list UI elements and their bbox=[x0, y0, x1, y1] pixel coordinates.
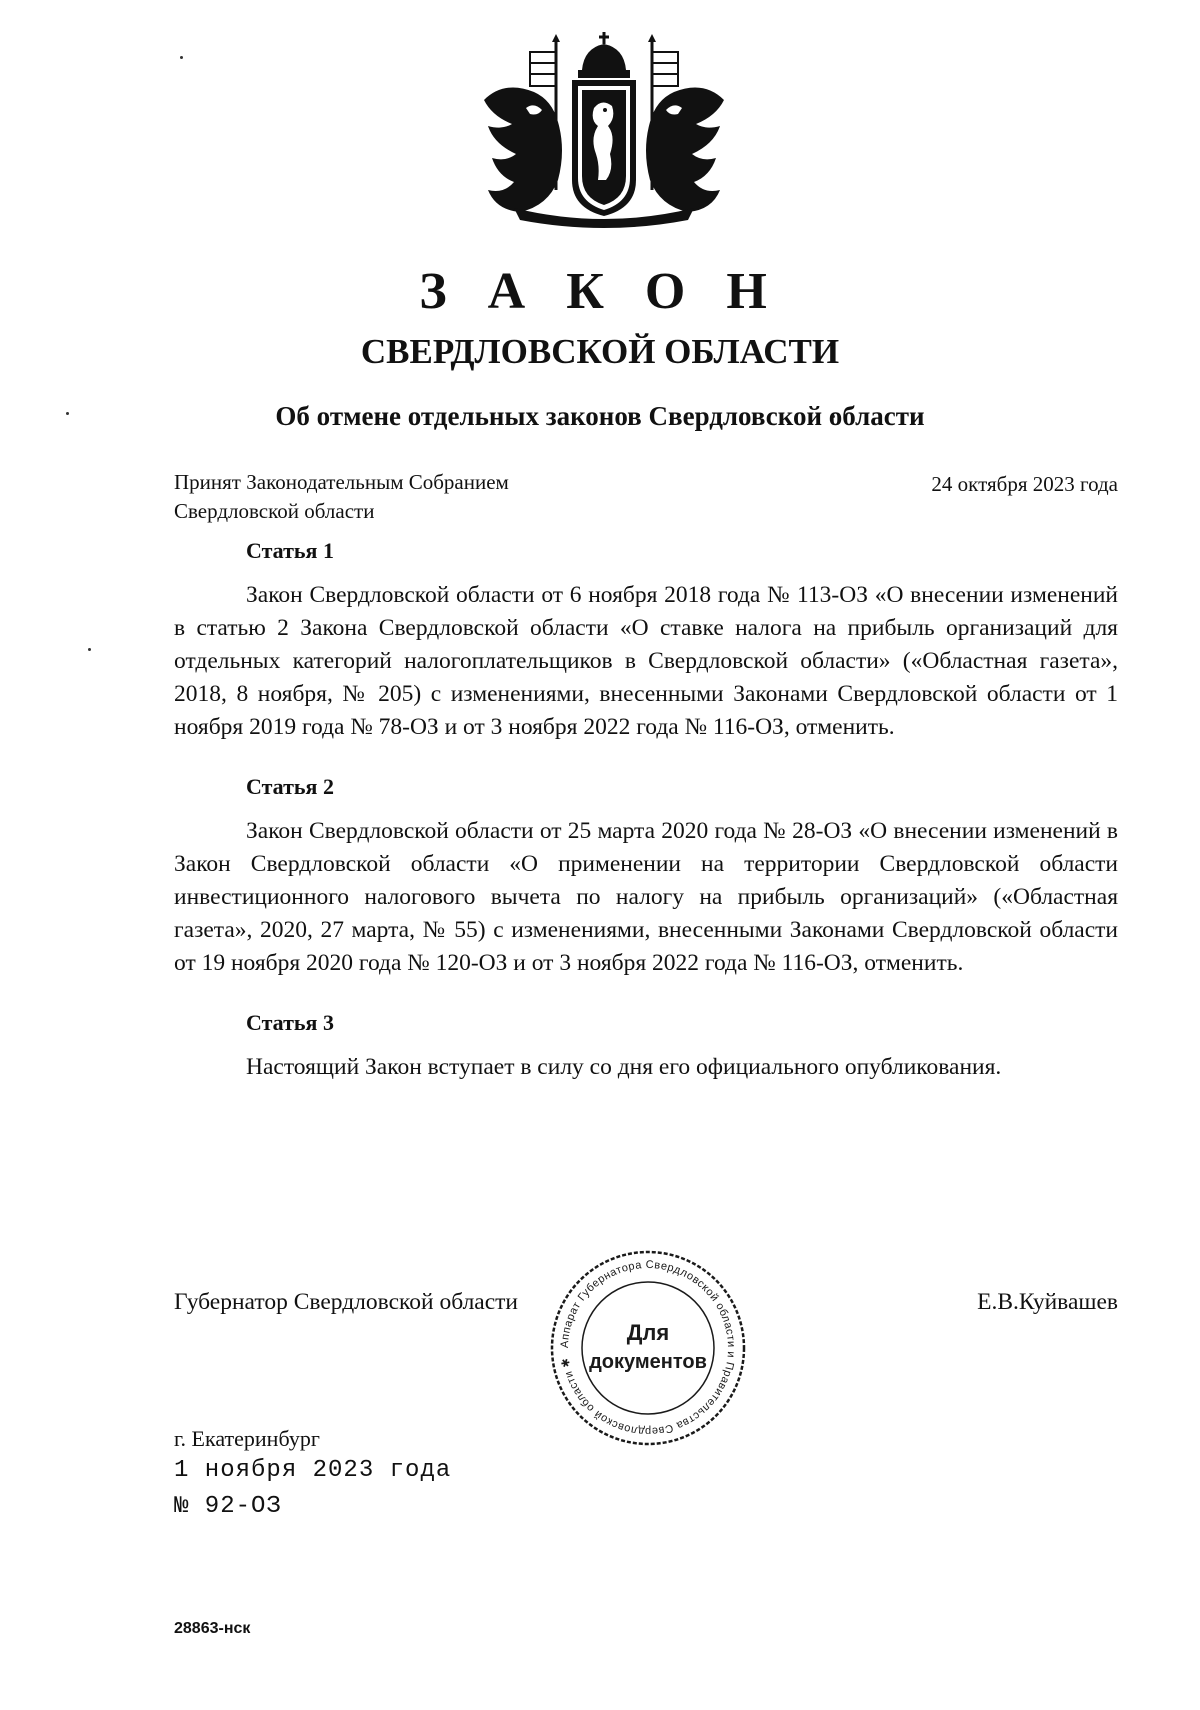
adoption-date: 24 октября 2023 года bbox=[931, 472, 1118, 496]
article-heading: Статья 2 bbox=[246, 774, 334, 799]
reference-code: 28863-нск bbox=[174, 1620, 251, 1637]
article-2 bbox=[174, 772, 1118, 980]
adoption-line-1: Принят Законодательным Собранием bbox=[174, 470, 509, 494]
article-heading: Статья 1 bbox=[246, 538, 334, 563]
article-text: Настоящий Закон вступает в силу со дня его официального опубликования. bbox=[246, 1054, 1002, 1080]
stamp-center-line-2: документов bbox=[589, 1351, 707, 1373]
article-text: Закон Свердловской области от 25 марта 2020 года № 28-ОЗ «О внесении изменений в Закон Свердловской области «О применении на территории Свердловской области инвестиционного налогового вычета по налогу на прибыль организаций» («Областная газета», 2020, 27 марта, № 55) с изменениями, внесенными Законами Свердловской области от 19 ноября 2020 года № 120-ОЗ и от 3 ноября 2022 года № 116-ОЗ, отменить. bbox=[174, 818, 1118, 976]
article-1 bbox=[174, 536, 1118, 744]
official-stamp bbox=[548, 1248, 748, 1448]
law-region: СВЕРДЛОВСКОЙ ОБЛАСТИ bbox=[360, 332, 840, 371]
article-text: Закон Свердловской области от 6 ноября 2018 года № 113-ОЗ «О внесении изменений в статью 2 Закона Свердловской области «О ставке налога на прибыль организаций для отдельных категорий налогоплательщиков в Свердловской области» («Областная газета», 2018, 8 ноября, № 205) с изменениями, внесенными Законами Свердловской области от 1 ноября 2019 года № 78-ОЗ и от 3 ноября 2022 года № 116-ОЗ, отменить. bbox=[174, 582, 1118, 740]
shield-icon bbox=[572, 80, 636, 216]
coat-of-arms-emblem bbox=[474, 30, 734, 235]
griffin-right-icon bbox=[646, 88, 724, 213]
law-subject: Об отмене отдельных законов Свердловской области bbox=[275, 401, 925, 431]
adoption-info bbox=[174, 468, 509, 526]
article-heading: Статья 3 bbox=[246, 1010, 334, 1035]
sign-place: г. Екатеринбург bbox=[174, 1426, 320, 1451]
stamp-center-line-1: Для bbox=[626, 1320, 670, 1345]
crown-icon bbox=[578, 32, 630, 78]
signer-title: Губернатор Свердловской области bbox=[174, 1289, 518, 1315]
signer-name: Е.В.Куйвашев bbox=[977, 1289, 1118, 1315]
sign-date: 1 ноября 2023 года bbox=[174, 1457, 452, 1484]
law-number: № 92-ОЗ bbox=[174, 1493, 282, 1520]
scan-speck bbox=[180, 56, 183, 59]
scan-speck bbox=[88, 648, 91, 651]
adoption-line-2: Свердловской области bbox=[174, 499, 375, 523]
article-3 bbox=[174, 1008, 1118, 1084]
griffin-left-icon bbox=[484, 88, 562, 213]
law-title: З А К О Н bbox=[419, 263, 781, 320]
stamp-ring-text: Аппарат Губернатора Свердловской области и Правительства Свердловской области ✱ bbox=[558, 1258, 738, 1438]
